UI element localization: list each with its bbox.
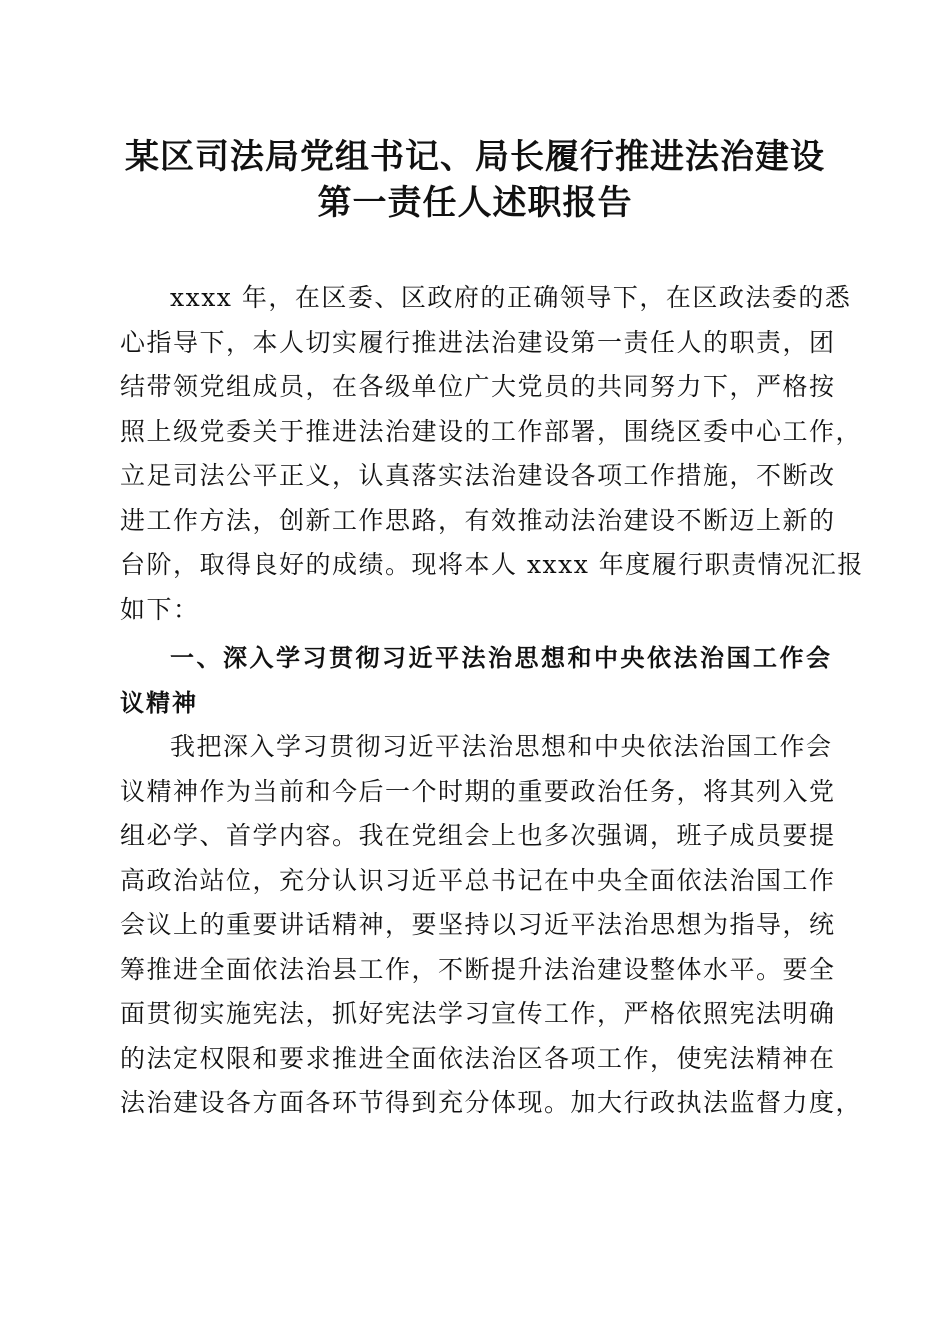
paragraph-intro <box>120 276 864 632</box>
paragraph-line: 我把深入学习贯彻习近平法治思想和中央依法治国工作会 <box>170 732 833 761</box>
paragraph-line: 照上级党委关于推进法治建设的工作部署，围绕区委中心工作， <box>120 416 863 446</box>
paragraph-line: 高政治站位，充分认识习近平总书记在中央全面依法治国工作 <box>120 865 836 895</box>
paragraph-line: 的法定权限和要求推进全面依法治区各项工作，使宪法精神在 <box>120 1043 836 1073</box>
paragraph-line: 筹推进全面依法治县工作，不断提升法治建设整体水平。要全 <box>120 954 836 984</box>
document-body <box>120 276 864 1126</box>
title-line-1: 某区司法局党组书记、局长履行推进法治建设 <box>125 137 825 177</box>
document-title <box>90 134 860 226</box>
paragraph-line: 会议上的重要讲话精神，要坚持以习近平法治思想为指导，统 <box>120 910 836 939</box>
paragraph-line: 组必学、首学内容。我在党组会上也多次强调，班子成员要提 <box>120 821 836 850</box>
heading-line: 议精神 <box>120 688 198 717</box>
paragraph-line: 心指导下，本人切实履行推进法治建设第一责任人的职责，团 <box>120 327 836 357</box>
section-heading-1 <box>120 636 832 725</box>
paragraph-line: 台阶，取得良好的成绩。现将本人 xxxx 年度履行职责情况汇报 <box>120 550 864 579</box>
paragraph-line: 议精神作为当前和今后一个时期的重要政治任务，将其列入党 <box>120 776 836 806</box>
paragraph-line: 法治建设各方面各环节得到充分体现。加大行政执法监督力度， <box>120 1088 863 1117</box>
paragraph-line: 结带领党组成员，在各级单位广大党员的共同努力下，严格按 <box>120 372 836 401</box>
paragraph-line: 立足司法公平正义，认真落实法治建设各项工作措施，不断改 <box>120 461 836 490</box>
paragraph-section-1 <box>120 725 863 1126</box>
paragraph-line: xxxx 年，在区委、区政府的正确领导下，在区政法委的悉 <box>170 283 852 312</box>
paragraph-line: 如下： <box>120 594 200 624</box>
paragraph-line: 进工作方法，创新工作思路，有效推动法治建设不断迈上新的 <box>120 505 836 535</box>
heading-line: 一、深入学习贯彻习近平法治思想和中央依法治国工作会 <box>170 644 832 672</box>
paragraph-line: 面贯彻实施宪法，抓好宪法学习宣传工作，严格依照宪法明确 <box>120 999 836 1028</box>
title-line-2: 第一责任人述职报告 <box>317 183 633 223</box>
